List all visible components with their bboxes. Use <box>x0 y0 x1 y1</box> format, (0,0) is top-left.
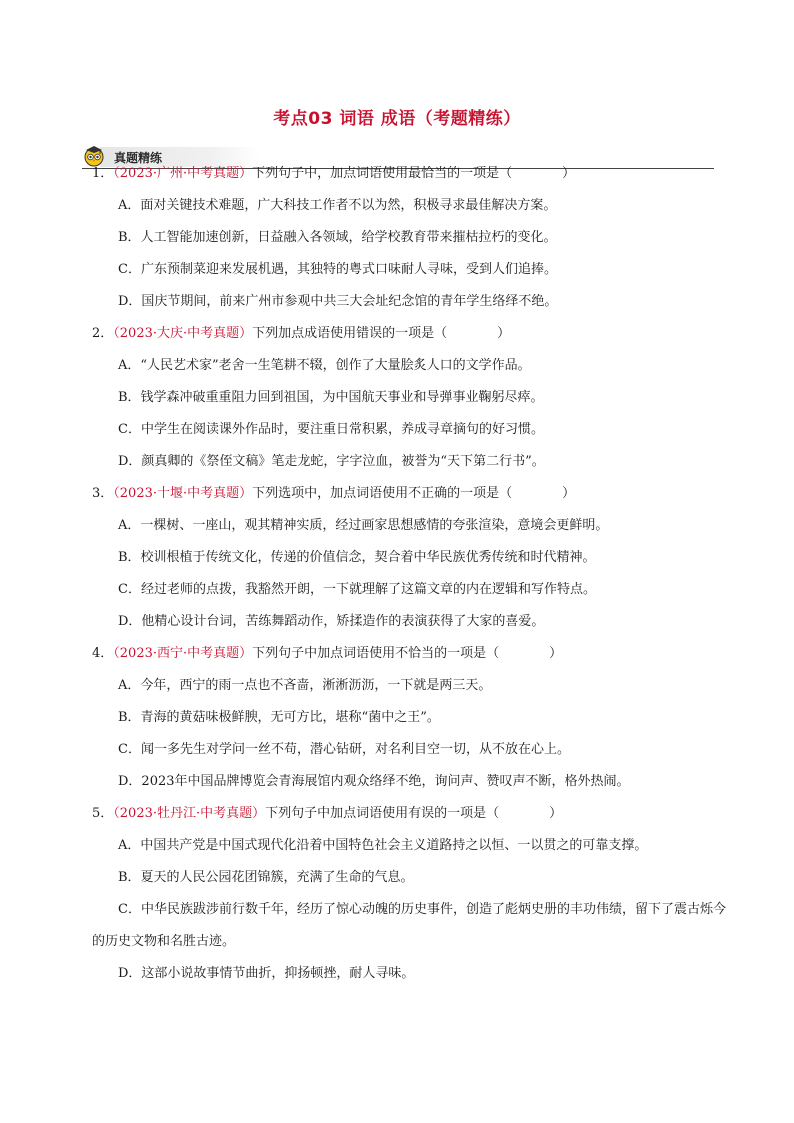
question-number: 3． <box>92 486 114 501</box>
option-c: C．中华民族跋涉前行数千年，经历了惊心动魄的历史事件，创造了彪炳史册的丰功伟绩，留下了震古烁今的历史文物和名胜古迹。 <box>92 902 726 949</box>
option-a: A．面对关键技术难题，广大科技工作者不以为然，积极寻求最佳解决方案。 <box>118 198 557 213</box>
question-number: 1． <box>92 166 114 181</box>
question-stem <box>92 638 728 670</box>
question-text-end: ） <box>497 326 511 341</box>
question-5 <box>92 798 728 990</box>
question-3 <box>92 478 728 638</box>
section-label: 真题精练 <box>114 151 163 165</box>
question-number: 4． <box>92 646 114 661</box>
question-1 <box>92 158 728 318</box>
question-text: 下列选项中，加点词语使用不正确的一项是（ <box>252 486 513 501</box>
option-a: A．中国共产党是中国式现代化沿着中国特色社会主义道路持之以恒、一以贯之的可靠支撑。 <box>118 838 648 853</box>
question-stem <box>92 318 728 350</box>
option-d: D．国庆节期间，前来广州市参观中共三大会址纪念馆的青年学生络绎不绝。 <box>118 294 558 309</box>
option-d: D．2023年中国品牌博览会青海展馆内观众络绎不绝，询问声、赞叹声不断，格外热闹。 <box>118 774 630 789</box>
question-text: 下列句子中加点词语使用不恰当的一项是（ <box>252 646 500 661</box>
question-text: 下列句子中加点词语使用有误的一项是（ <box>265 806 500 821</box>
question-4 <box>92 638 728 798</box>
option-b: B．青海的黄菇味极鲜腴，无可方比，堪称“菌中之王”。 <box>118 710 440 725</box>
question-text: 下列加点成语使用错误的一项是（ <box>252 326 448 341</box>
question-text-end: ） <box>549 646 563 661</box>
option-b: B．校训根植于传统文化，传递的价值信念，契合着中华民族优秀传统和时代精神。 <box>118 550 596 565</box>
option-d: D．他精心设计台词，苦练舞蹈动作，矫揉造作的表演获得了大家的喜爱。 <box>118 614 545 629</box>
option-c: C．广东预制菜迎来发展机遇，其独特的粤式口味耐人寻味，受到人们追捧。 <box>118 262 557 277</box>
option-c: C．闻一多先生对学问一丝不苟，潜心钻研，对名利目空一切，从不放在心上。 <box>118 742 570 757</box>
question-source: （2023·大庆·中考真题） <box>113 326 253 341</box>
question-text-end: ） <box>562 486 576 501</box>
option-a: A．一棵树、一座山，观其精神实质，经过画家思想感情的夸张渲染，意境会更鲜明。 <box>118 518 609 533</box>
option-a: A．“人民艺术家”老舍一生笔耕不辍，创作了大量脍炙人口的文学作品。 <box>118 358 531 373</box>
option-c: C．经过老师的点拨，我豁然开朗，一下就理解了这篇文章的内在逻辑和写作特点。 <box>118 582 596 597</box>
question-text-end: ） <box>549 806 563 821</box>
question-stem <box>92 158 728 190</box>
question-stem <box>92 478 728 510</box>
question-list <box>92 158 728 990</box>
option-b: B．钱学森冲破重重阻力回到祖国，为中国航天事业和导弹事业鞠躬尽瘁。 <box>118 390 544 405</box>
question-source: （2023·西宁·中考真题） <box>113 646 253 661</box>
question-text-end: ） <box>562 166 576 181</box>
question-2 <box>92 318 728 478</box>
option-b: B．人工智能加速创新，日益融入各领域，给学校教育带来摧枯拉朽的变化。 <box>118 230 557 245</box>
question-stem <box>92 798 728 830</box>
option-d: D．颜真卿的《祭侄文稿》笔走龙蛇，字字泣血，被誉为“天下第二行书”。 <box>118 454 545 469</box>
question-number: 2． <box>92 326 114 341</box>
question-source: （2023·十堰·中考真题） <box>113 486 253 501</box>
option-b: B．夏天的人民公园花团锦簇，充满了生命的气息。 <box>118 870 414 885</box>
option-c: C．中学生在阅读课外作品时，要注重日常积累，养成寻章摘句的好习惯。 <box>118 422 544 437</box>
option-d: D．这部小说故事情节曲折，抑扬顿挫，耐人寻味。 <box>118 966 415 981</box>
page-title: 考点03 词语 成语（考题精练） <box>273 109 521 129</box>
option-a: A．今年，西宁的雨一点也不吝啬，淅淅沥沥，一下就是两三天。 <box>118 678 492 693</box>
question-text: 下列句子中，加点词语使用最恰当的一项是（ <box>252 166 513 181</box>
question-source: （2023·牡丹江·中考真题） <box>113 806 266 821</box>
question-source: （2023·广州·中考真题） <box>113 166 253 181</box>
question-number: 5． <box>92 806 114 821</box>
